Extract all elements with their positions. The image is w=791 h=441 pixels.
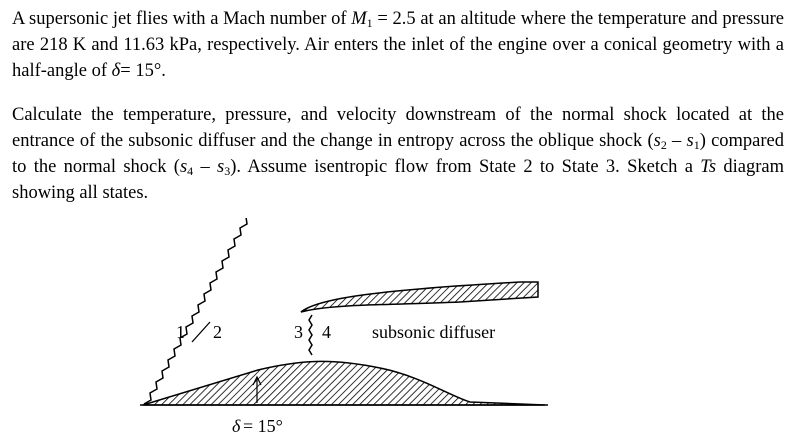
state-2-label: 2 (213, 322, 222, 342)
state-4-label: 4 (322, 322, 331, 342)
entropy-s2-sub: 2 (660, 138, 667, 152)
entropy-s4: s (179, 157, 188, 177)
task-text-a: Calculate the temperature, pressure, and velocity downstream of the normal shock located at the entrance of the subsonic diffuser and the change in entropy across the oblique shock ( (12, 105, 784, 151)
mach-subscript: 1 (366, 16, 373, 30)
task-text-b: ) compared to the normal shock ( (12, 131, 784, 177)
problem-paragraph-1 (12, 6, 784, 84)
intro-text: A supersonic jet flies with a Mach number of (12, 9, 352, 29)
delta-label: δ (232, 416, 241, 436)
minus-sign-2: – (193, 157, 218, 177)
state-1-label: 1 (176, 322, 185, 342)
mach-symbol: M (351, 9, 367, 29)
state-3-label: 3 (294, 322, 303, 342)
cowl-lip (301, 282, 538, 312)
problem-paragraph-2 (12, 102, 784, 206)
minus-sign-1: – (666, 131, 687, 151)
entropy-s1-sub: 1 (693, 138, 700, 152)
delta-symbol: δ (111, 61, 121, 81)
cone-centerbody (143, 361, 545, 405)
conditions-text: = 2.5 at an altitude where the temperature and pressure are 218 K and 11.63 kPa, respectively. Air enters the inlet of the engine over a conical geometry with a half-angle of (12, 9, 784, 81)
entropy-s3-sub: 3 (224, 164, 231, 178)
task-text-d: diagram showing all states. (12, 157, 784, 203)
entropy-s4-sub: 4 (187, 164, 194, 178)
entropy-s3: s (217, 157, 225, 177)
inlet-diagram (130, 218, 560, 440)
diffuser-label: subsonic diffuser (372, 322, 496, 342)
normal-shock (309, 315, 312, 355)
entropy-s1: s (686, 131, 694, 151)
angle-value: = 15°. (120, 61, 166, 81)
ts-symbol: Ts (700, 157, 717, 177)
angle-label: = 15° (243, 416, 283, 436)
entropy-s2: s (653, 131, 661, 151)
task-text-c: ). Assume isentropic flow from State 2 to State 3. Sketch a (230, 157, 701, 177)
station-1-2-divider (192, 322, 210, 342)
